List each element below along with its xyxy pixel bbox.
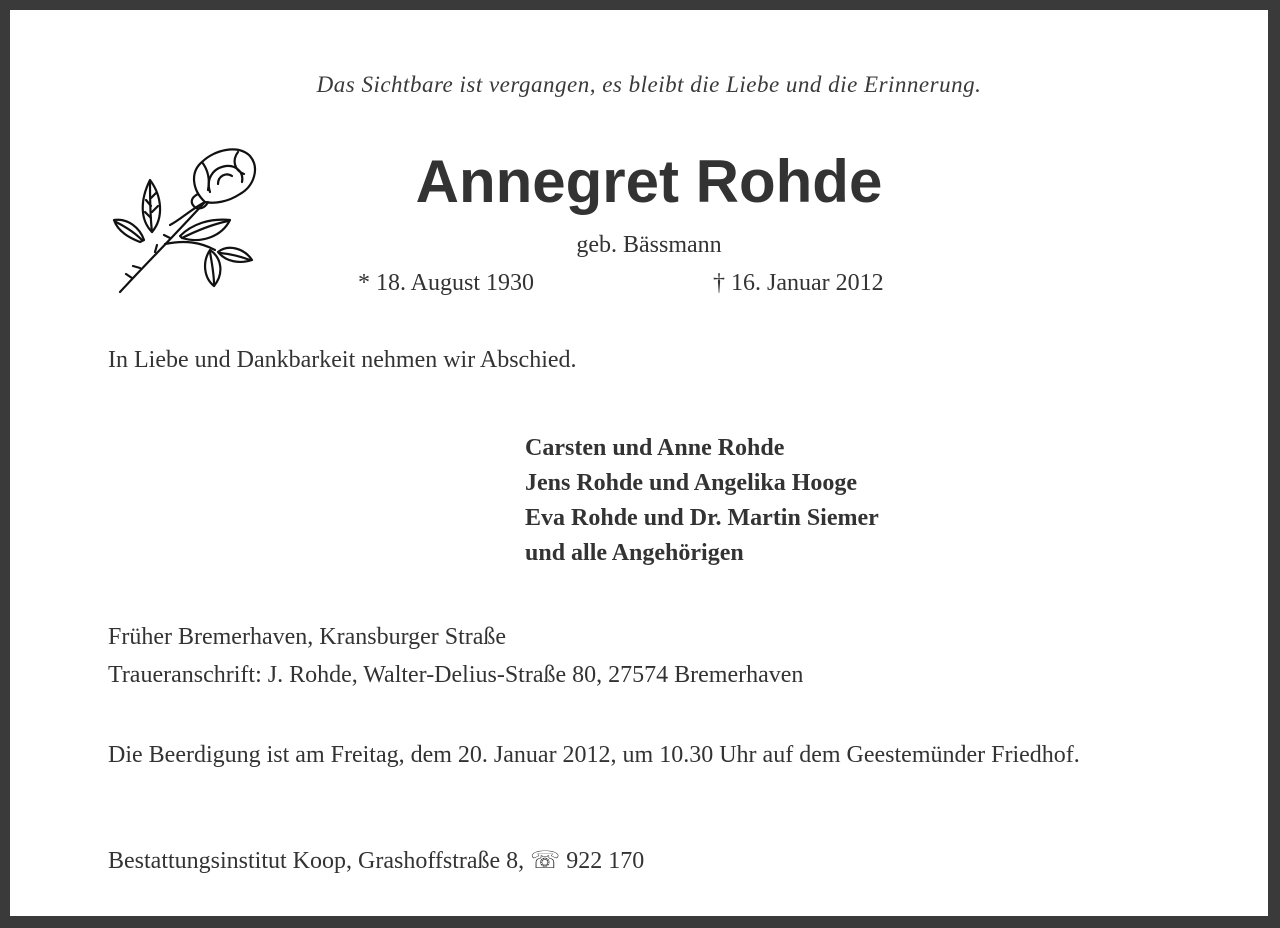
- funeral-details: Die Beerdigung ist am Freitag, dem 20. Januar 2012, um 10.30 Uhr auf dem Geestemünder Friedhof.: [108, 742, 1080, 768]
- maiden-name: geb. Bässmann: [576, 232, 722, 258]
- former-address: Früher Bremerhaven, Kransburger Straße: [108, 624, 507, 650]
- deceased-name: Annegret Rohde: [415, 148, 883, 215]
- obituary-notice: [10, 10, 1268, 916]
- death-date: † 16. Januar 2012: [713, 270, 884, 296]
- mourner-line: Eva Rohde und Dr. Martin Siemer: [525, 505, 879, 531]
- motto: Das Sichtbare ist vergangen, es bleibt die Liebe und die Erinnerung.: [316, 72, 982, 97]
- birth-date: * 18. August 1930: [358, 270, 535, 296]
- mourner-line: und alle Angehörigen: [525, 540, 744, 566]
- farewell-intro: In Liebe und Dankbarkeit nehmen wir Abschied.: [108, 347, 577, 373]
- mourners-list: [525, 431, 879, 571]
- mourner-line: Carsten und Anne Rohde: [525, 435, 785, 461]
- undertaker-info: Bestattungsinstitut Koop, Grashoffstraße 8, ☏ 922 170: [108, 848, 645, 874]
- mourning-address: Traueranschrift: J. Rohde, Walter-Delius-Straße 80, 27574 Bremerhaven: [108, 662, 804, 688]
- mourner-line: Jens Rohde und Angelika Hooge: [525, 470, 858, 496]
